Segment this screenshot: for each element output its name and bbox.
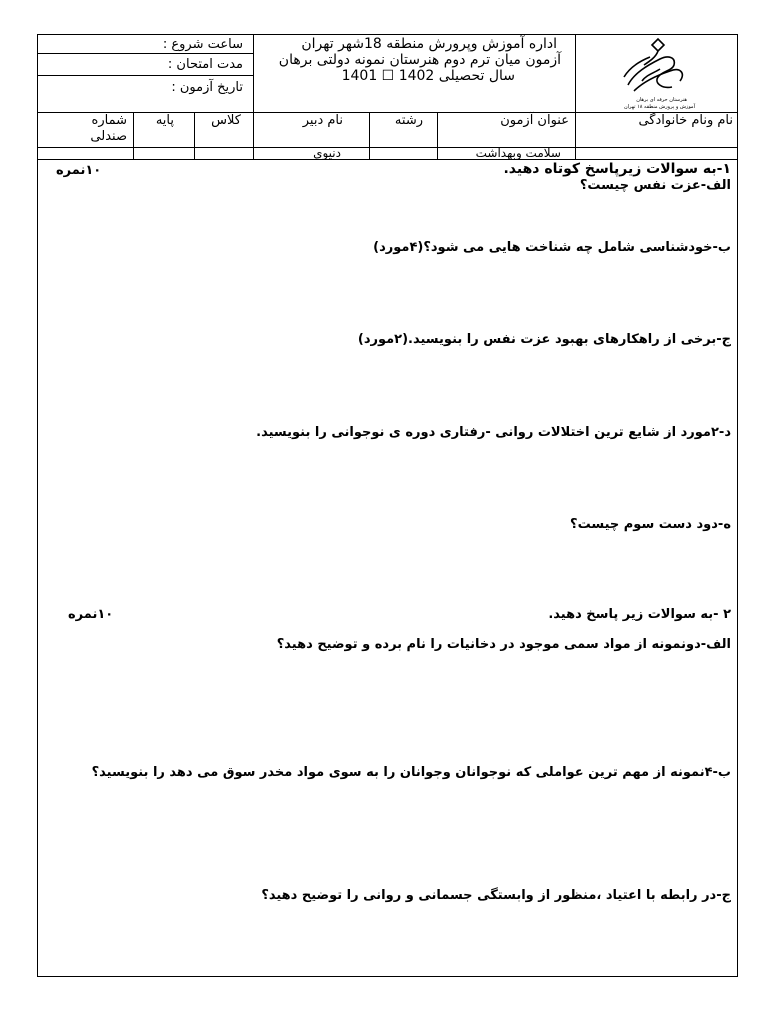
field-label: رشته (394, 113, 423, 128)
info-col-seat (38, 113, 134, 160)
section-2-score: ۱۰نمره (68, 607, 114, 622)
exam-title-value: سلامت وبهداشت (475, 146, 561, 160)
question-1d: د-۲مورد از شایع ترین اختلالات روانی -رفتاری دوره ی نوجوانی را بنویسید. (256, 425, 731, 440)
exam-title-label: عنوان آزمون (500, 113, 569, 128)
section-1-title: ۱-به سوالات زیرپاسخ کوتاه دهید. (503, 161, 731, 177)
exam-date-label: تاریخ آزمون : (171, 80, 243, 95)
time-divider (38, 53, 254, 54)
info-col-class (195, 113, 254, 160)
logo-caption: هنرستان حرفه ای برهان (636, 97, 687, 103)
section-1-score: ۱۰نمره (56, 163, 102, 178)
row-divider (134, 147, 195, 148)
exam-sheet (37, 34, 738, 977)
question-1a: الف-عزت نفس چیست؟ (579, 178, 731, 193)
teacher-value: دنیوی (313, 146, 341, 160)
row-divider (195, 147, 254, 148)
row-divider (576, 147, 737, 148)
seat-number-label: شماره صندلی (90, 113, 127, 144)
question-2a: الف-دونمونه از مواد سمی موجود در دخانیات را نام برده و توضیح دهید؟ (276, 637, 731, 652)
row-divider (370, 147, 438, 148)
question-1c: ج-برخی از راهکارهای بهبود عزت نفس را بنویسید.(۲مورد) (357, 332, 731, 347)
info-col-name (576, 113, 737, 160)
school-line-2: آزمون میان ترم دوم هنرستان نمونه دولتی برهان (278, 52, 561, 68)
class-label: کلاس (211, 113, 241, 128)
info-col-field (370, 113, 438, 160)
school-line-1: اداره آموزش وپرورش منطقه 18شهر تهران (301, 36, 557, 52)
full-name-label: نام ونام خانوادگی (638, 113, 733, 128)
info-col-title (438, 113, 576, 160)
time-divider (38, 75, 254, 76)
start-time-label: ساعت شروع : (162, 37, 243, 52)
logo-caption: آموزش و پرورش منطقه ۱۸ تهران (623, 104, 695, 110)
grade-label: پایه (155, 113, 174, 128)
row-divider (254, 147, 370, 148)
duration-label: مدت امتحان : (167, 57, 243, 72)
header-time-box (38, 35, 254, 113)
school-year: سال تحصیلی 1402 ☐ 1401 (341, 68, 515, 84)
teacher-label: نام دبیر (302, 113, 343, 128)
question-2c: ج-در رابطه با اعتیاد ،منظور از وابستگی جسمانی و روانی را توضیح دهید؟ (261, 888, 731, 903)
section-2-title: ۲ -به سوالات زیر پاسخ دهید. (548, 607, 731, 622)
exam-header (38, 35, 737, 160)
question-1e: ه-دود دست سوم چیست؟ (570, 517, 731, 532)
header-logo-box (576, 35, 737, 113)
header-title-box (254, 35, 576, 113)
info-col-teacher (254, 113, 370, 160)
question-2b: ب-۴نمونه از مهم ترین عواملی که نوجوانان وجوانان را به سوی مواد مخدر سوق می دهد را بنویسید؟ (91, 765, 731, 780)
info-col-grade (134, 113, 195, 160)
school-logo-icon (614, 37, 694, 99)
question-1b: ب-خودشناسی شامل چه شناخت هایی می شود؟(۴مورد) (373, 240, 731, 255)
row-divider (38, 147, 134, 148)
